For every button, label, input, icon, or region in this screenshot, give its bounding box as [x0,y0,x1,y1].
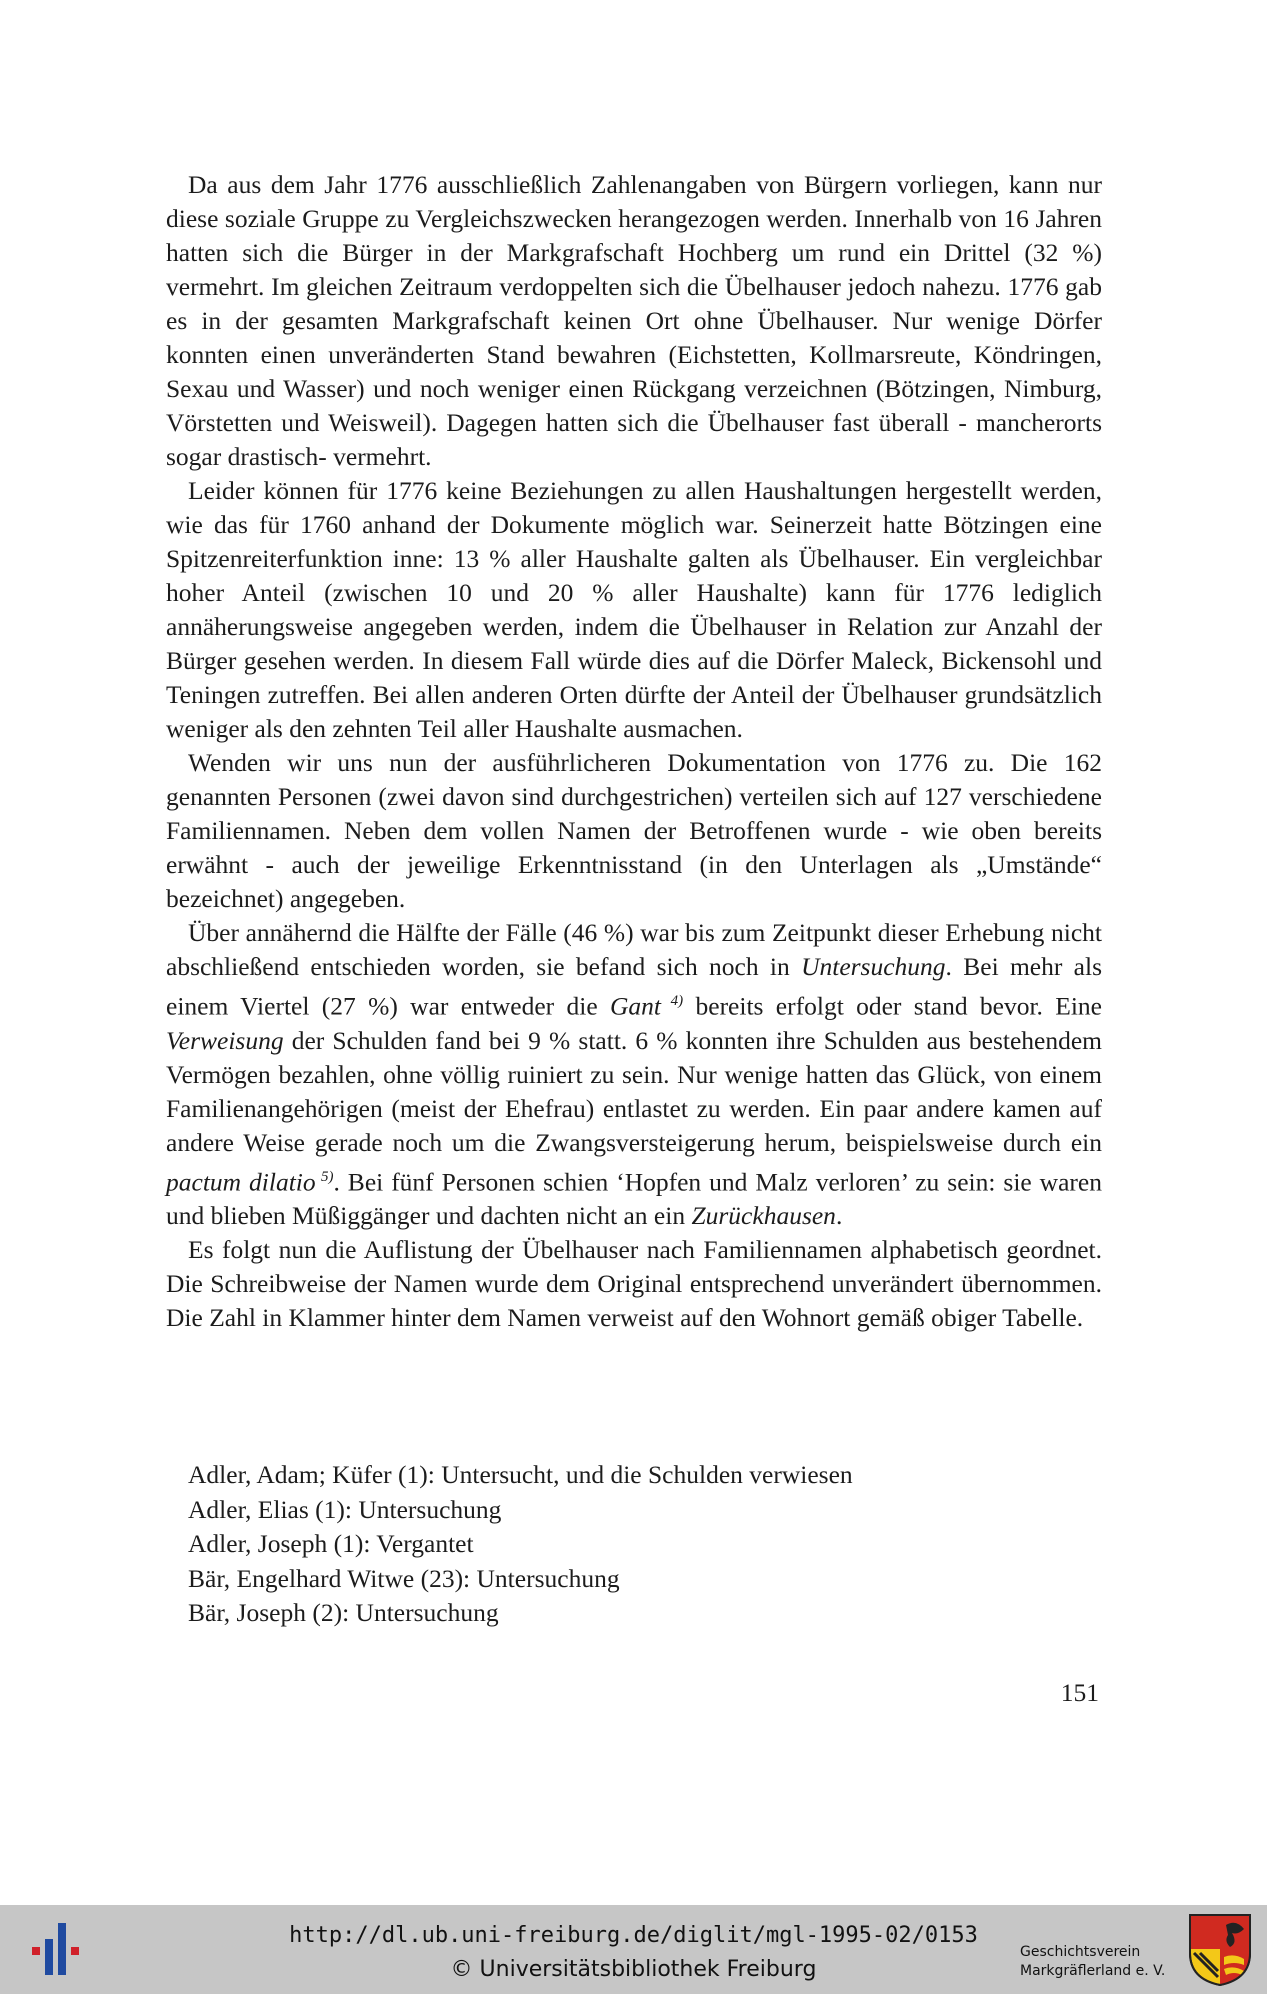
text-run: Wenden wir uns nun der ausführlicheren Dokumentation von 1776 zu. Die 162 genannten Personen (zwei davon sind durchgestrichen) verteilen sich auf 127 verschiedene Familiennamen. Neben dem vollen Namen der Betroffenen wurde - wie oben bereits erwähnt - auch der jeweilige Erkenntnisstand (in den Unterlagen als „Umstände“ bezeichnet) angegeben. [166,748,1102,913]
paragraph [166,746,1102,916]
list-item: Adler, Elias (1): Untersuchung [188,1494,502,1524]
footer-bar [0,1905,1267,1994]
text-run: . [835,1201,843,1230]
text-run: Über annähernd die Hälfte der Fälle (46 %) war bis zum Zeitpunkt dieser Erhebung nicht abschließend entschieden worden, sie befand sich noch in [166,918,1102,981]
text-run: Leider können für 1776 keine Beziehungen zu allen Haushaltungen hergestellt werden, wie das für 1760 anhand der Dokumente möglich war. Seinerzeit hatte Bötzingen eine Spitzenreiterfunktion inne: 13 % aller Haushalte galten als Übelhauser. Ein vergleichbar hoher Anteil (zwischen 10 und 20 % aller Haushalte) kann für 1776 lediglich annäherungsweise angegeben werden, indem die Übelhauser in Relation zur Anzahl der Bürger gesehen werden. In diesem Fall würde dies auf die Dörfer Maleck, Bickensohl und Teningen zutreffen. Bei allen anderen Orten dürfte der Anteil der Übelhauser grundsätzlich weniger als den zehnten Teil aller Haushalte ausmachen. [166,476,1102,743]
list-item: Adler, Joseph (1): Vergantet [188,1529,474,1558]
italic-term: Untersuchung [801,952,946,981]
footer-org-line2: Markgräflerland e. V. [1020,1963,1166,1979]
paragraph [166,168,1102,474]
paragraph [166,916,1102,1233]
coat-of-arms-icon[interactable] [1188,1913,1252,1987]
list-item: Bär, Engelhard Witwe (23): Untersuchung [188,1563,620,1593]
italic-term: Zurückhausen [691,1201,836,1230]
text-run: der Schulden fand bei 9 % statt. 6 % konnten ihre Schulden aus bestehendem Vermögen bezahlen, ohne völlig ruiniert zu sein. Nur wenige hatten das Glück, von einem Familienangehörigen (meist der Ehefrau) entlastet zu werden. Ein paar andere kamen auf andere Weise gerade noch um die Zwangsversteigerung herum, beispielsweise durch ein [166,1025,1102,1157]
footer-organization [1020,1943,1180,1981]
text-run: . Bei fünf Personen schien ‘Hopfen und Malz verloren’ zu sein: sie waren und blieben Müßiggänger und dachten nicht an ein [166,1167,1102,1230]
list-item: Bär, Joseph (2): Untersuchung [188,1598,499,1627]
footnote-ref: 5) [315,1168,334,1185]
text-run: . Bei mehr als einem Viertel (27 %) war entweder die [166,952,1103,1021]
footnote-ref: 4) [660,993,684,1009]
paragraph [166,474,1102,746]
footer-url-link[interactable]: http://dl.ub.uni-freiburg.de/diglit/mgl-1995-02/0153 [289,1923,978,1948]
italic-term: Verweisung [166,1025,284,1055]
footer-copyright: © Universitätsbibliothek Freiburg [450,1957,817,1982]
text-run: Da aus dem Jahr 1776 ausschließlich Zahlenangaben von Bürgern vorliegen, kann nur diese soziale Gruppe zu Vergleichszwecken herangezogen werden. Innerhalb von 16 Jahren hatten sich die Bürger in der Markgrafschaft Hochberg um rund ein Drittel (32 %) vermehrt. Im gleichen Zeitraum verdoppelten sich die Übelhauser jedoch nahezu. 1776 gab es in der gesamten Markgrafschaft keinen Ort ohne Übelhauser. Nur wenige Dörfer konnten einen unveränderten Stand bewahren (Eichstetten, Kollmarsreute, Köndringen, Sexau und Wasser) und noch weniger einen Rückgang verzeichnen (Bötzingen, Nimburg, Vörstetten und Weisweil). Dagegen hatten sich die Übelhauser fast überall - mancherorts sogar drastisch- vermehrt. [166,170,1102,471]
list-item: Adler, Adam; Küfer (1): Untersucht, und die Schulden verwiesen [188,1460,853,1489]
italic-term: pactum dilatio [166,1167,316,1196]
paragraph [166,1233,1102,1335]
page-number: 151 [1060,1678,1099,1707]
text-run: Es folgt nun die Auflistung der Übelhauser nach Familiennamen alphabetisch geordnet. Die Schreibweise der Namen wurde dem Original entsprechend unverändert übernommen. Die Zahl in Klammer hinter dem Namen verweist auf den Wohnort gemäß obiger Tabelle. [166,1235,1102,1332]
entry-list [188,1458,853,1631]
body-text [166,168,1102,1335]
text-run: bereits erfolgt oder stand bevor. Eine [683,991,1102,1021]
italic-term: Gant [609,991,661,1021]
footer-org-line1: Geschichtsverein [1020,1944,1141,1960]
